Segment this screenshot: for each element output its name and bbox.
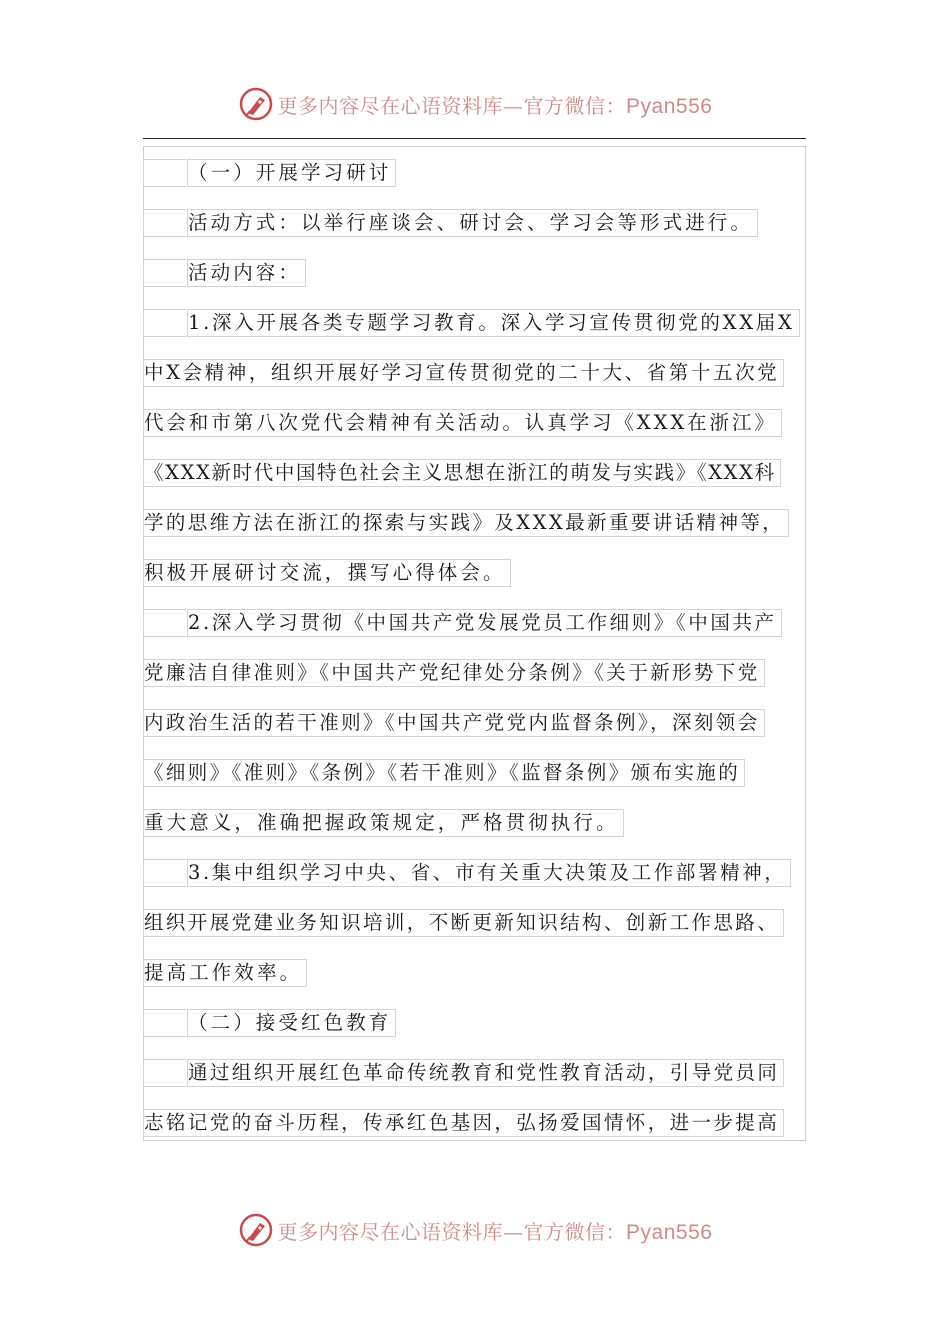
banner-wechat-id: Pyan556 xyxy=(626,1220,713,1244)
indent-box xyxy=(143,609,186,637)
header-banner xyxy=(0,82,950,126)
indent-box xyxy=(143,309,186,337)
paragraph-line: 提高工作效率。 xyxy=(143,959,307,987)
footer-banner xyxy=(0,1208,950,1252)
pen-nib-logo-icon xyxy=(238,1212,274,1248)
paragraph-line: 2.深入学习贯彻《中国共产党发展党员工作细则》《中国共产 xyxy=(187,609,782,637)
paragraph-line: 学的思维方法在浙江的探索与实践》及XXX最新重要讲话精神等， xyxy=(143,509,789,537)
indent-box xyxy=(143,859,186,887)
paragraph-line: 活动方式：以举行座谈会、研讨会、学习会等形式进行。 xyxy=(187,209,758,237)
paragraph-line: 组织开展党建业务知识培训，不断更新知识结构、创新工作思路、 xyxy=(143,909,784,937)
indent-box xyxy=(143,1059,186,1087)
indent-box xyxy=(143,209,186,237)
section-heading: （二）接受红色教育 xyxy=(187,1009,396,1037)
paragraph-line: 通过组织开展红色革命传统教育和党性教育活动，引导党员同 xyxy=(187,1059,784,1087)
paragraph-line: 志铭记党的奋斗历程，传承红色基因，弘扬爱国情怀，进一步提高 xyxy=(143,1109,784,1137)
paragraph-line: 《XXX新时代中国特色社会主义思想在浙江的萌发与实践》《XXX科 xyxy=(143,459,781,487)
banner-text: 更多内容尽在心语资料库—官方微信： xyxy=(277,1219,627,1244)
section-heading: （一）开展学习研讨 xyxy=(187,159,396,187)
indent-box xyxy=(143,1009,186,1037)
indent-box xyxy=(143,259,186,287)
paragraph-line: 3.集中组织学习中央、省、市有关重大决策及工作部署精神， xyxy=(187,859,791,887)
paragraph-line: 代会和市第八次党代会精神有关活动。认真学习《XXX在浙江》 xyxy=(143,409,782,437)
paragraph-line: 内政治生活的若干准则》《中国共产党党内监督条例》，深刻领会 xyxy=(143,709,765,737)
paragraph-line: 党廉洁自律准则》《中国共产党纪律处分条例》《关于新形势下党 xyxy=(143,659,765,687)
paragraph-line: 活动内容： xyxy=(187,259,306,287)
pen-nib-logo-icon xyxy=(238,86,274,122)
document-frame xyxy=(143,146,806,1141)
banner-wechat-id: Pyan556 xyxy=(626,94,713,118)
indent-box xyxy=(143,159,186,187)
banner-text: 更多内容尽在心语资料库—官方微信： xyxy=(277,93,627,118)
paragraph-line: 中X会精神，组织开展好学习宣传贯彻党的二十大、省第十五次党 xyxy=(143,359,784,387)
paragraph-line: 《细则》《准则》《条例》《若干准则》《监督条例》颁布实施的 xyxy=(143,759,745,787)
paragraph-line: 重大意义，准确把握政策规定，严格贯彻执行。 xyxy=(143,809,624,837)
paragraph-line: 积极开展研讨交流，撰写心得体会。 xyxy=(143,559,511,587)
header-rule xyxy=(143,138,806,139)
paragraph-line: 1.深入开展各类专题学习教育。深入学习宣传贯彻党的XX届X xyxy=(187,309,800,337)
